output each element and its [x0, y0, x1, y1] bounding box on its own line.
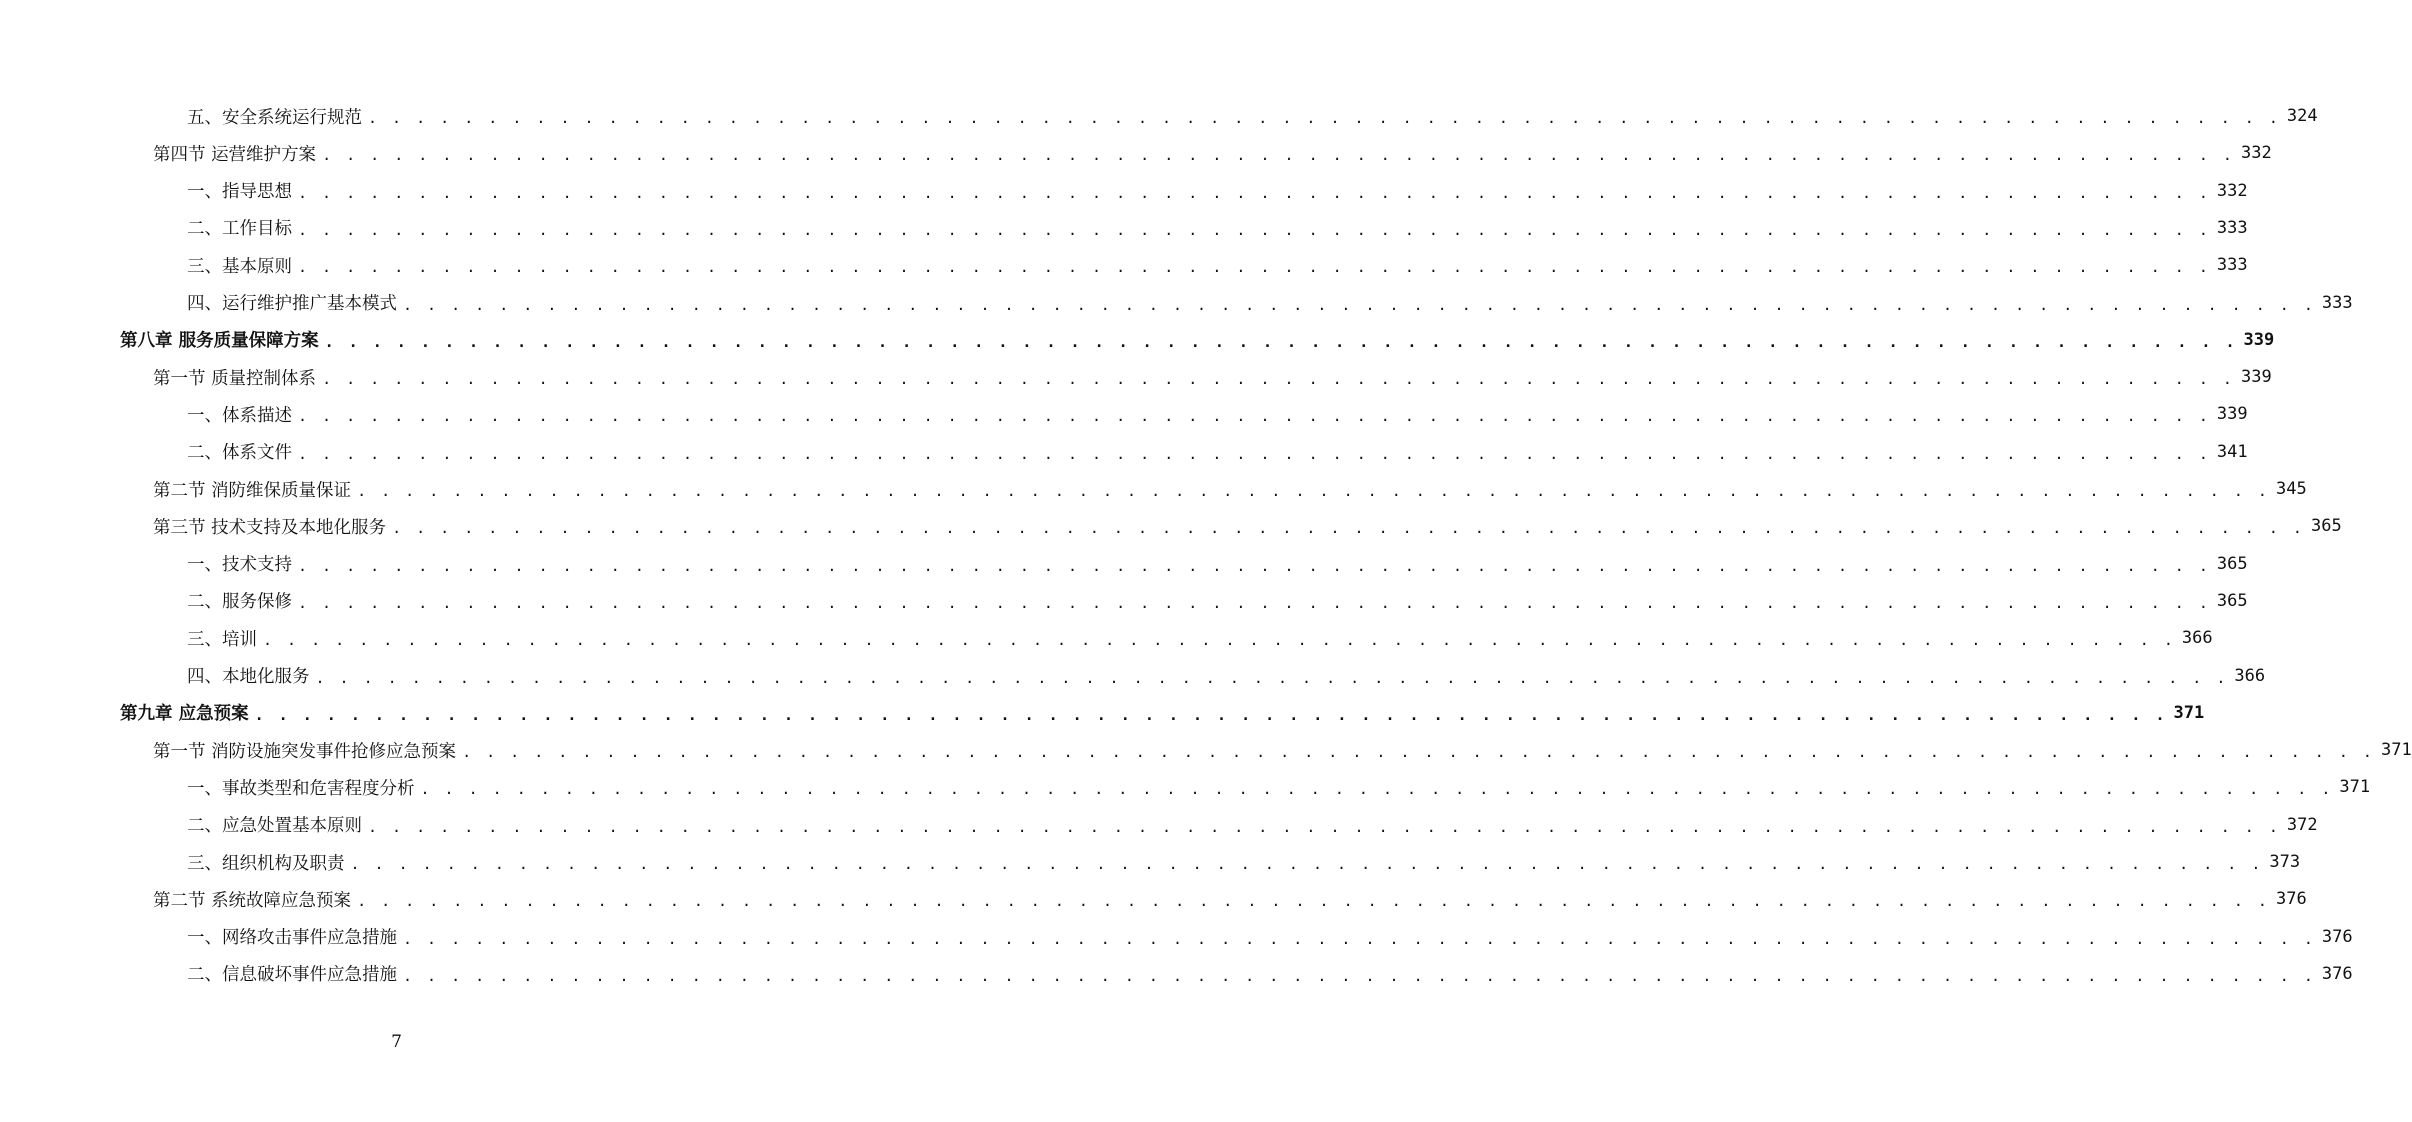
dot-leader: . . . . . . . . . . . . . . . . . . . . . . . . . . . . . . . . . . . . . . . . . . . . . . . . . . . . . . . . . . . . . . . . . . . . . . . . . . . . . . . .: [357, 482, 2270, 500]
toc-entry-title: 三、培训: [187, 629, 257, 650]
toc-item-row[interactable]: [187, 213, 2248, 243]
toc-item-row[interactable]: [187, 176, 2248, 206]
toc-entry-title: 第九章 应急预案: [120, 704, 249, 725]
dot-leader: . . . . . . . . . . . . . . . . . . . . . . . . . . . . . . . . . . . . . . . . . . . . . . . . . . . . . . . . . . . . . . . . . . . . . . . . . . . . . . . .: [322, 146, 2235, 165]
toc-item-row[interactable]: [187, 101, 2318, 131]
toc-entry-title: 一、网络攻击事件应急措施: [187, 928, 397, 949]
toc-item-row[interactable]: [187, 922, 2353, 952]
toc-section-row[interactable]: [153, 735, 2412, 765]
toc-entry-page: 339: [2216, 404, 2248, 425]
dot-leader: . . . . . . . . . . . . . . . . . . . . . . . . . . . . . . . . . . . . . . . . . . . . . . . . . . . . . . . . . . . . . . . . . . . . . . . . . . . . . . . .: [298, 407, 2211, 426]
toc-entry-title: 三、组织机构及职责: [187, 853, 345, 874]
toc-section-row[interactable]: [153, 511, 2342, 541]
toc-entry-title: 第三节 技术支持及本地化服务: [153, 517, 387, 538]
toc-entry-title: 二、信息破坏事件应急措施: [187, 965, 397, 986]
toc-entry-page: 345: [2275, 479, 2307, 499]
toc-entry-page: 371: [2380, 740, 2412, 761]
toc-chapter-row[interactable]: [120, 325, 2275, 355]
dot-leader: . . . . . . . . . . . . . . . . . . . . . . . . . . . . . . . . . . . . . . . . . . . . . . . . . . . . . . . . . . . . . . . . . . . . . . . . . . . . . . . .: [322, 370, 2235, 389]
toc-entry-title: 三、基本原则: [187, 256, 292, 277]
dot-leader: . . . . . . . . . . . . . . . . . . . . . . . . . . . . . . . . . . . . . . . . . . . . . . . . . . . . . . . . . . . . . . . . . . . . . . . . . . . . . . . .: [298, 220, 2211, 239]
toc-entry-title: 第八章 服务质量保障方案: [120, 331, 319, 352]
toc-item-row[interactable]: [187, 661, 2266, 691]
toc-entry-title: 四、本地化服务: [187, 667, 310, 687]
toc-entry-page: 324: [2286, 106, 2318, 126]
toc-section-row[interactable]: [153, 474, 2307, 504]
toc-item-row[interactable]: [187, 250, 2248, 280]
dot-leader: . . . . . . . . . . . . . . . . . . . . . . . . . . . . . . . . . . . . . . . . . . . . . . . . . . . . . . . . . . . . . . . . . . . . . . . . . . . . . . . .: [298, 258, 2211, 277]
toc-entry-title: 一、技术支持: [187, 555, 292, 576]
toc-section-row[interactable]: [153, 884, 2307, 914]
toc-entry-page: 333: [2321, 292, 2353, 313]
toc-entry-title: 第二节 消防维保质量保证: [153, 480, 352, 501]
dot-leader: . . . . . . . . . . . . . . . . . . . . . . . . . . . . . . . . . . . . . . . . . . . . . . . . . . . . . . . . . . . . . . . . . . . . . . . . . . . . . . . .: [392, 519, 2305, 538]
toc-item-row[interactable]: [187, 288, 2353, 318]
toc-entry-title: 一、指导思想: [187, 182, 292, 203]
toc-entry-title: 第二节 系统故障应急预案: [153, 890, 352, 911]
toc-entry-page: 376: [2321, 963, 2353, 984]
toc-item-row[interactable]: [187, 959, 2353, 989]
toc-entry-page: 365: [2216, 553, 2248, 574]
toc-entry-title: 第四节 运营维护方案: [153, 144, 317, 165]
toc-entry-page: 371: [2339, 777, 2371, 798]
dot-leader: . . . . . . . . . . . . . . . . . . . . . . . . . . . . . . . . . . . . . . . . . . . . . . . . . . . . . . . . . . . . . . . . . . . . . . . . . . . . . . . .: [403, 966, 2316, 985]
dot-leader: . . . . . . . . . . . . . . . . . . . . . . . . . . . . . . . . . . . . . . . . . . . . . . . . . . . . . . . . . . . . . . . . . . . . . . . . . . . . . . . .: [298, 444, 2211, 463]
toc-entry-title: 二、应急处置基本原则: [187, 816, 362, 837]
toc-entry-page: 333: [2216, 255, 2248, 276]
dot-leader: . . . . . . . . . . . . . . . . . . . . . . . . . . . . . . . . . . . . . . . . . . . . . . . . . . . . . . . . . . . . . . . . . . . . . . . . . . . . . . . .: [350, 855, 2264, 873]
toc-entry-title: 二、服务保修: [187, 592, 292, 613]
dot-leader: . . . . . . . . . . . . . . . . . . . . . . . . . . . . . . . . . . . . . . . . . . . . . . . . . . . . . . . . . . . . . . . . . . . . . . . . . . . . . . . .: [324, 332, 2238, 351]
dot-leader: . . . . . . . . . . . . . . . . . . . . . . . . . . . . . . . . . . . . . . . . . . . . . . . . . . . . . . . . . . . . . . . . . . . . . . . . . . . . . . . .: [403, 295, 2316, 314]
toc-entry-title: 第一节 消防设施突发事件抢修应急预案: [153, 741, 457, 762]
toc-item-row[interactable]: [187, 437, 2248, 467]
dot-leader: . . . . . . . . . . . . . . . . . . . . . . . . . . . . . . . . . . . . . . . . . . . . . . . . . . . . . . . . . . . . . . . . . . . . . . . . . . . . . . . .: [254, 705, 2168, 724]
dot-leader: . . . . . . . . . . . . . . . . . . . . . . . . . . . . . . . . . . . . . . . . . . . . . . . . . . . . . . . . . . . . . . . . . . . . . . . . . . . . . . . .: [298, 556, 2211, 575]
toc-entry-title: 一、事故类型和危害程度分析: [187, 778, 415, 799]
toc-entry-page: 372: [2286, 814, 2318, 835]
toc-item-row[interactable]: [187, 810, 2318, 840]
toc-entry-title: 第一节 质量控制体系: [153, 368, 317, 389]
toc-entry-page: 339: [2243, 329, 2275, 350]
toc-entry-page: 339: [2240, 367, 2272, 388]
toc-section-row[interactable]: [153, 362, 2272, 392]
toc-item-row[interactable]: [187, 772, 2371, 802]
dot-leader: . . . . . . . . . . . . . . . . . . . . . . . . . . . . . . . . . . . . . . . . . . . . . . . . . . . . . . . . . . . . . . . . . . . . . . . . . . . . . . . .: [298, 183, 2211, 202]
toc-entry-page: 376: [2321, 926, 2353, 947]
dot-leader: . . . . . . . . . . . . . . . . . . . . . . . . . . . . . . . . . . . . . . . . . . . . . . . . . . . . . . . . . . . . . . . . . . . . . . . . . . . . . . . .: [357, 892, 2270, 911]
toc-entry-page: 366: [2234, 665, 2266, 686]
dot-leader: . . . . . . . . . . . . . . . . . . . . . . . . . . . . . . . . . . . . . . . . . . . . . . . . . . . . . . . . . . . . . . . . . . . . . . . . . . . . . . . .: [315, 668, 2229, 687]
dot-leader: . . . . . . . . . . . . . . . . . . . . . . . . . . . . . . . . . . . . . . . . . . . . . . . . . . . . . . . . . . . . . . . . . . . . . . . . . . . . . . . .: [368, 817, 2281, 836]
dot-leader: . . . . . . . . . . . . . . . . . . . . . . . . . . . . . . . . . . . . . . . . . . . . . . . . . . . . . . . . . . . . . . . . . . . . . . . . . . . . . . . .: [368, 109, 2281, 127]
toc-entry-title: 二、体系文件: [187, 443, 292, 464]
toc-entry-page: 373: [2269, 852, 2301, 872]
toc-entry-page: 341: [2216, 441, 2248, 462]
toc-entry-page: 376: [2275, 889, 2307, 910]
toc-chapter-row[interactable]: [120, 698, 2205, 728]
dot-leader: . . . . . . . . . . . . . . . . . . . . . . . . . . . . . . . . . . . . . . . . . . . . . . . . . . . . . . . . . . . . . . . . . . . . . . . . . . . . . . . .: [298, 593, 2211, 612]
dot-leader: . . . . . . . . . . . . . . . . . . . . . . . . . . . . . . . . . . . . . . . . . . . . . . . . . . . . . . . . . . . . . . . . . . . . . . . . . . . . . . . .: [263, 631, 2176, 650]
dot-leader: . . . . . . . . . . . . . . . . . . . . . . . . . . . . . . . . . . . . . . . . . . . . . . . . . . . . . . . . . . . . . . . . . . . . . . . . . . . . . . . .: [403, 929, 2316, 948]
toc-entry-page: 333: [2216, 217, 2248, 238]
toc-entry-page: 365: [2310, 516, 2342, 537]
toc-entry-page: 365: [2216, 590, 2248, 611]
toc-item-row[interactable]: [187, 549, 2248, 579]
dot-leader: . . . . . . . . . . . . . . . . . . . . . . . . . . . . . . . . . . . . . . . . . . . . . . . . . . . . . . . . . . . . . . . . . . . . . . . . . . . . . . . .: [420, 780, 2334, 799]
toc-entry-title: 二、工作目标: [187, 219, 292, 240]
toc-item-row[interactable]: [187, 399, 2248, 429]
toc-section-row[interactable]: [153, 138, 2272, 168]
toc-entry-title: 一、体系描述: [187, 405, 292, 426]
toc-entry-page: 366: [2181, 628, 2213, 649]
toc-entry-page: 332: [2216, 180, 2248, 201]
toc-item-row[interactable]: [187, 623, 2213, 653]
toc-entry-title: 五、安全系统运行规范: [187, 107, 362, 128]
page-number: 7: [391, 1032, 402, 1052]
toc-entry-page: 371: [2173, 702, 2205, 723]
toc-entry-title: 四、运行维护推广基本模式: [187, 294, 397, 314]
toc-item-row[interactable]: [187, 586, 2248, 616]
dot-leader: . . . . . . . . . . . . . . . . . . . . . . . . . . . . . . . . . . . . . . . . . . . . . . . . . . . . . . . . . . . . . . . . . . . . . . . . . . . . . . . .: [462, 743, 2375, 762]
toc-entry-page: 332: [2240, 143, 2272, 164]
toc-item-row[interactable]: [187, 847, 2301, 877]
